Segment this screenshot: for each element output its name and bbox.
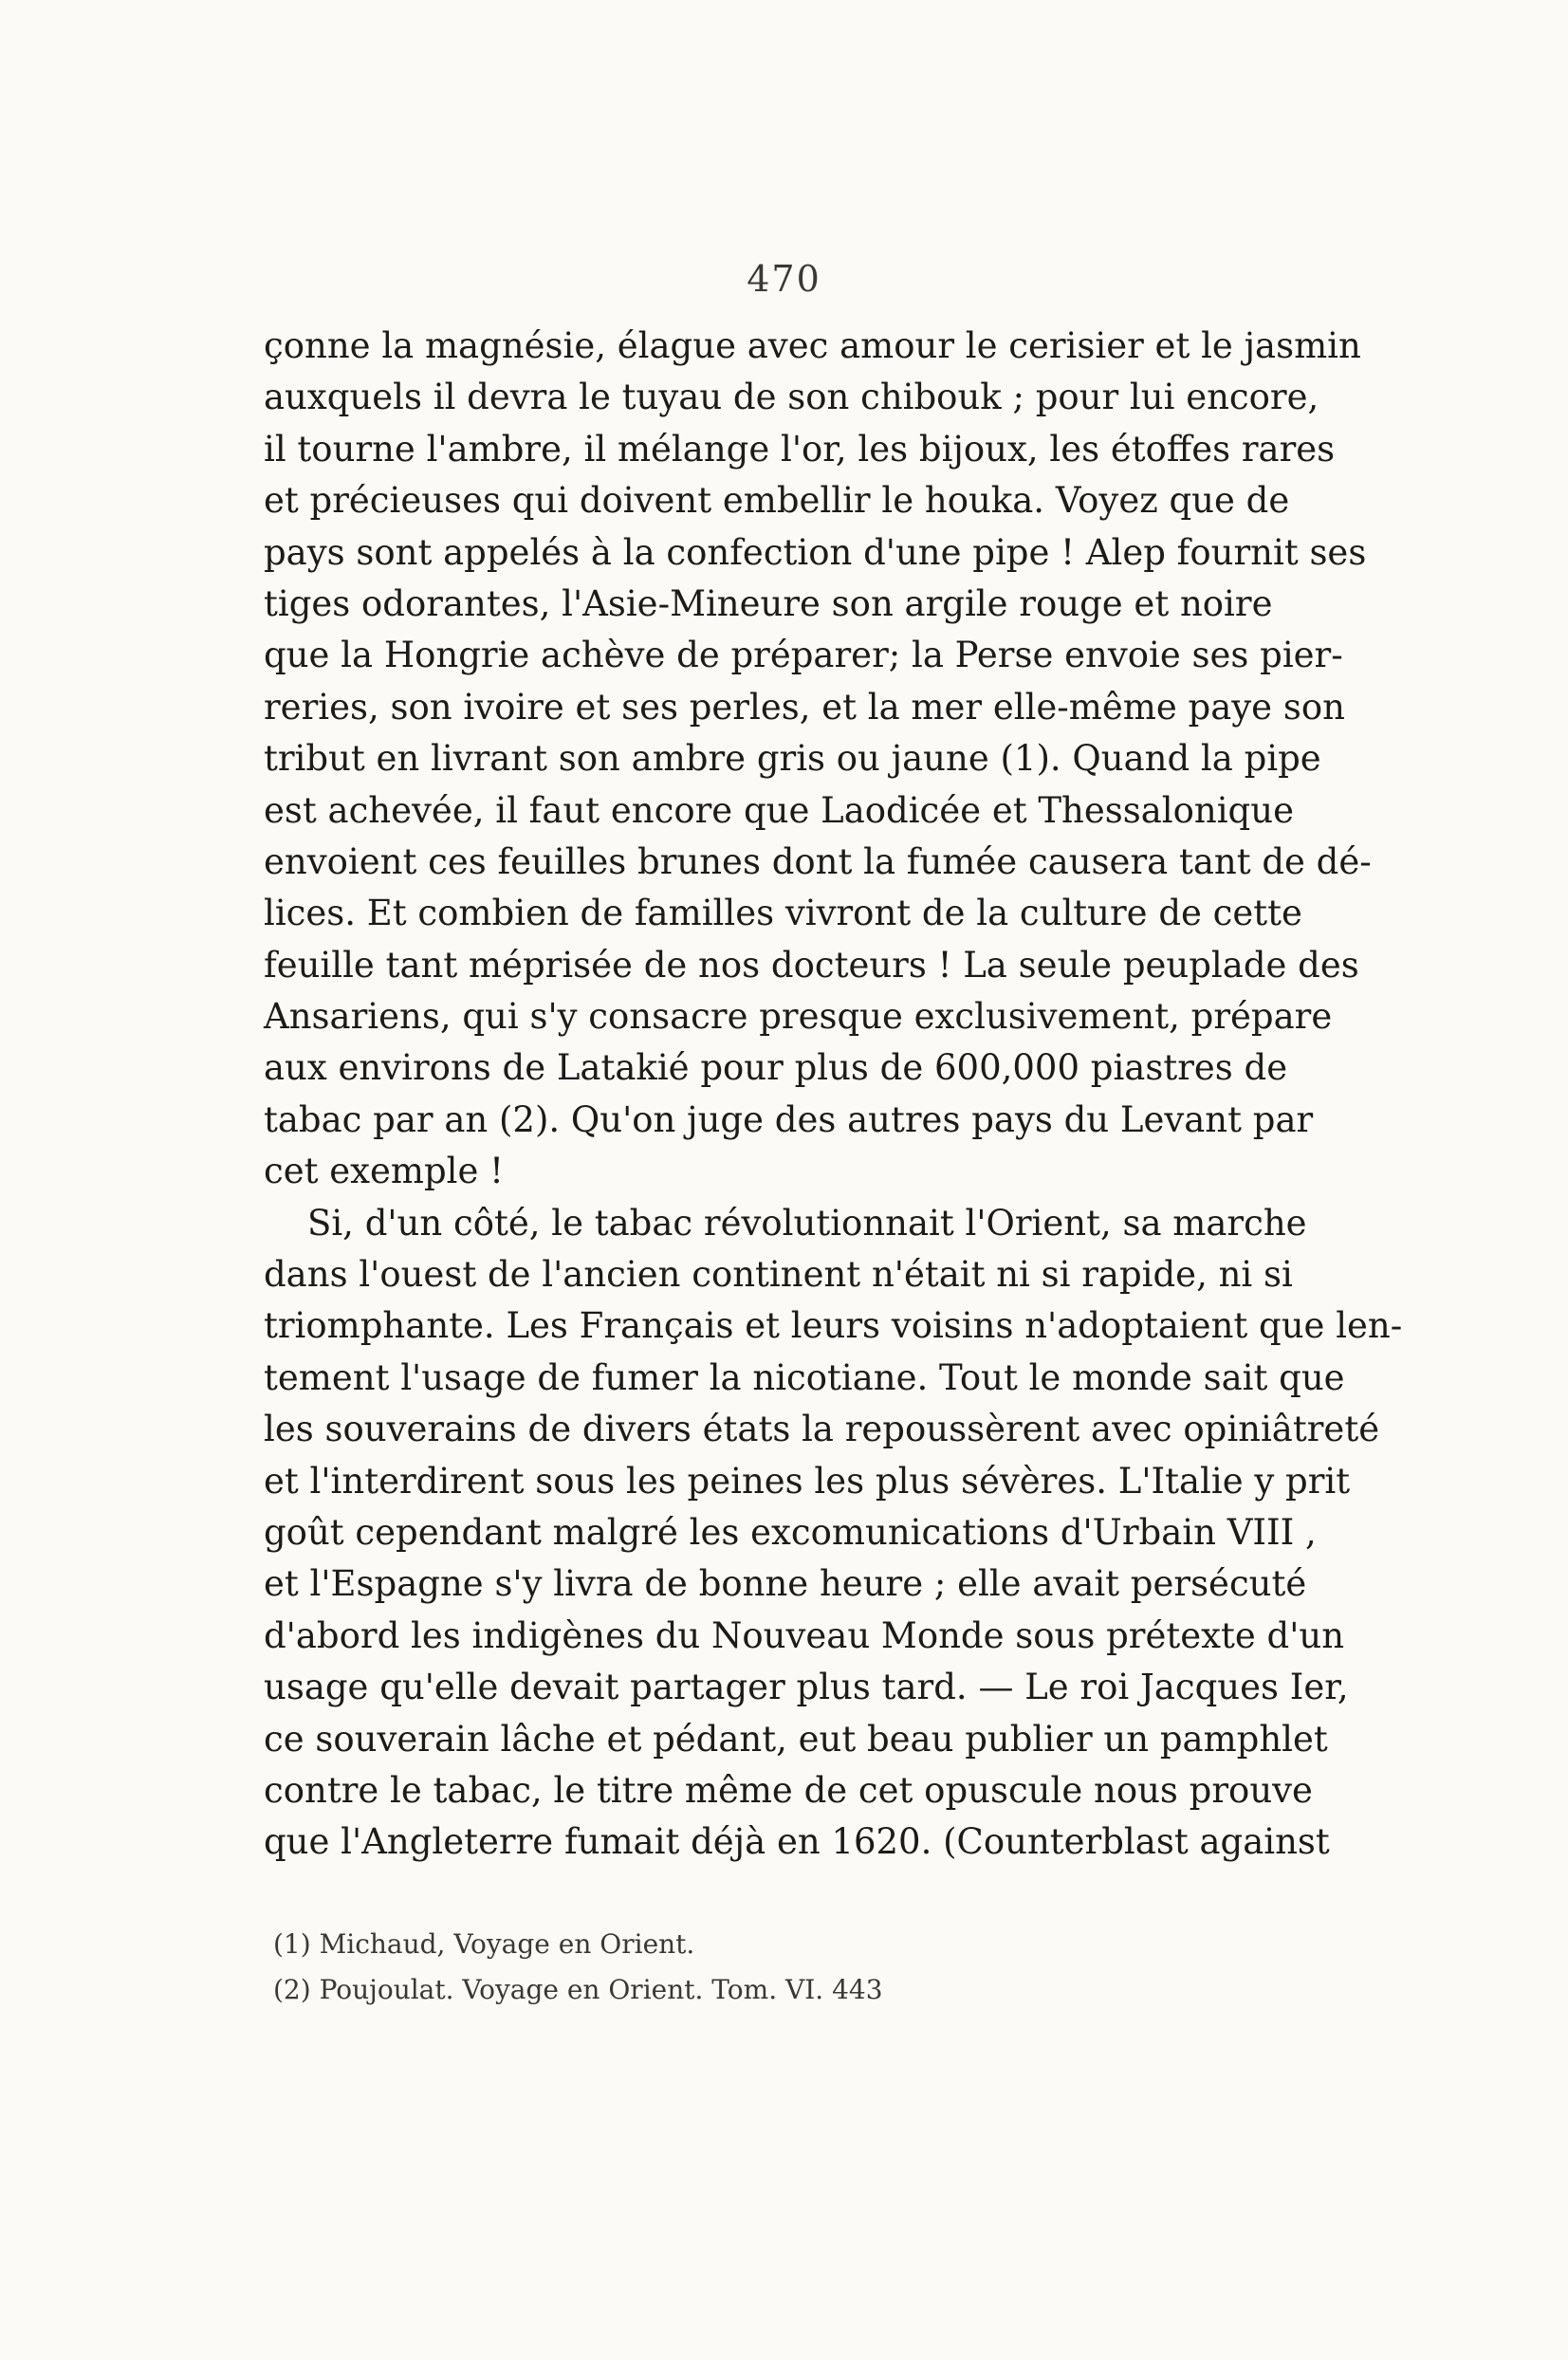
text-line: çonne la magnésie, élague avec amour le cerisier et le jasmin — [264, 325, 1361, 366]
text-line: et l'interdirent sous les peines les plus sévères. L'Italie y prit — [264, 1460, 1351, 1502]
footnote: (2) Poujoulat. Voyage en Orient. Tom. VI. 443 — [273, 1974, 883, 2005]
body-text — [264, 321, 1403, 1869]
text-line: ce souverain lâche et pédant, eut beau publier un pamphlet — [264, 1718, 1328, 1760]
text-line: feuille tant méprisée de nos docteurs ! La seule peuplade des — [264, 944, 1359, 986]
text-line: envoient ces feuilles brunes dont la fumée causera tant de dé- — [264, 840, 1372, 882]
text-line: reries, son ivoire et ses perles, et la mer elle-même paye son — [264, 686, 1345, 728]
text-line: aux environs de Latakié pour plus de 600,000 piastres de — [264, 1047, 1288, 1089]
text-line: tiges odorantes, l'Asie-Mineure son argile rouge et noire — [264, 582, 1273, 624]
text-line: Si, d'un côté, le tabac révolutionnait l'Orient, sa marche — [307, 1202, 1307, 1244]
text-line: que l'Angleterre fumait déjà en 1620. (Counterblast against — [264, 1821, 1330, 1863]
text-line: tabac par an (2). Qu'on juge des autres pays du Levant par — [264, 1098, 1314, 1140]
text-line: dans l'ouest de l'ancien continent n'était ni si rapide, ni si — [264, 1254, 1293, 1296]
text-line: et précieuses qui doivent embellir le houka. Voyez que de — [264, 480, 1290, 522]
footnote: (1) Michaud, Voyage en Orient. — [273, 1928, 695, 1960]
text-line: et l'Espagne s'y livra de bonne heure ; elle avait persécuté — [264, 1563, 1307, 1605]
text-line: usage qu'elle devait partager plus tard. — Le roi Jacques Ier, — [264, 1667, 1349, 1708]
footnotes — [273, 1922, 1127, 2013]
text-line: tement l'usage de fumer la nicotiane. Tout le monde sait que — [264, 1356, 1345, 1398]
text-line: Ansariens, qui s'y consacre presque exclusivement, prépare — [264, 996, 1333, 1038]
page-number: 470 — [747, 258, 821, 300]
text-line: lices. Et combien de familles vivront de la culture de cette — [264, 893, 1302, 934]
text-line: les souverains de divers états la repoussèrent avec opiniâtreté — [264, 1409, 1380, 1450]
text-line: goût cependant malgré les excomunications d'Urbain VIII , — [264, 1511, 1317, 1553]
text-line: que la Hongrie achève de préparer; la Perse envoie ses pier- — [264, 635, 1343, 676]
text-line: auxquels il devra le tuyau de son chibouk ; pour lui encore, — [264, 377, 1319, 418]
text-line: il tourne l'ambre, il mélange l'or, les bijoux, les étoffes rares — [264, 428, 1336, 470]
text-line: triomphante. Les Français et leurs voisins n'adoptaient que len- — [264, 1305, 1403, 1347]
text-line: est achevée, il faut encore que Laodicée et Thessalonique — [264, 789, 1294, 831]
text-line: d'abord les indigènes du Nouveau Monde sous prétexte d'un — [264, 1614, 1345, 1656]
text-line: pays sont appelés à la confection d'une pipe ! Alep fournit ses — [264, 531, 1367, 573]
text-line: cet exemple ! — [264, 1151, 505, 1192]
text-line: tribut en livrant son ambre gris ou jaune (1). Quand la pipe — [264, 738, 1321, 780]
text-line: contre le tabac, le titre même de cet opuscule nous prouve — [264, 1769, 1313, 1811]
